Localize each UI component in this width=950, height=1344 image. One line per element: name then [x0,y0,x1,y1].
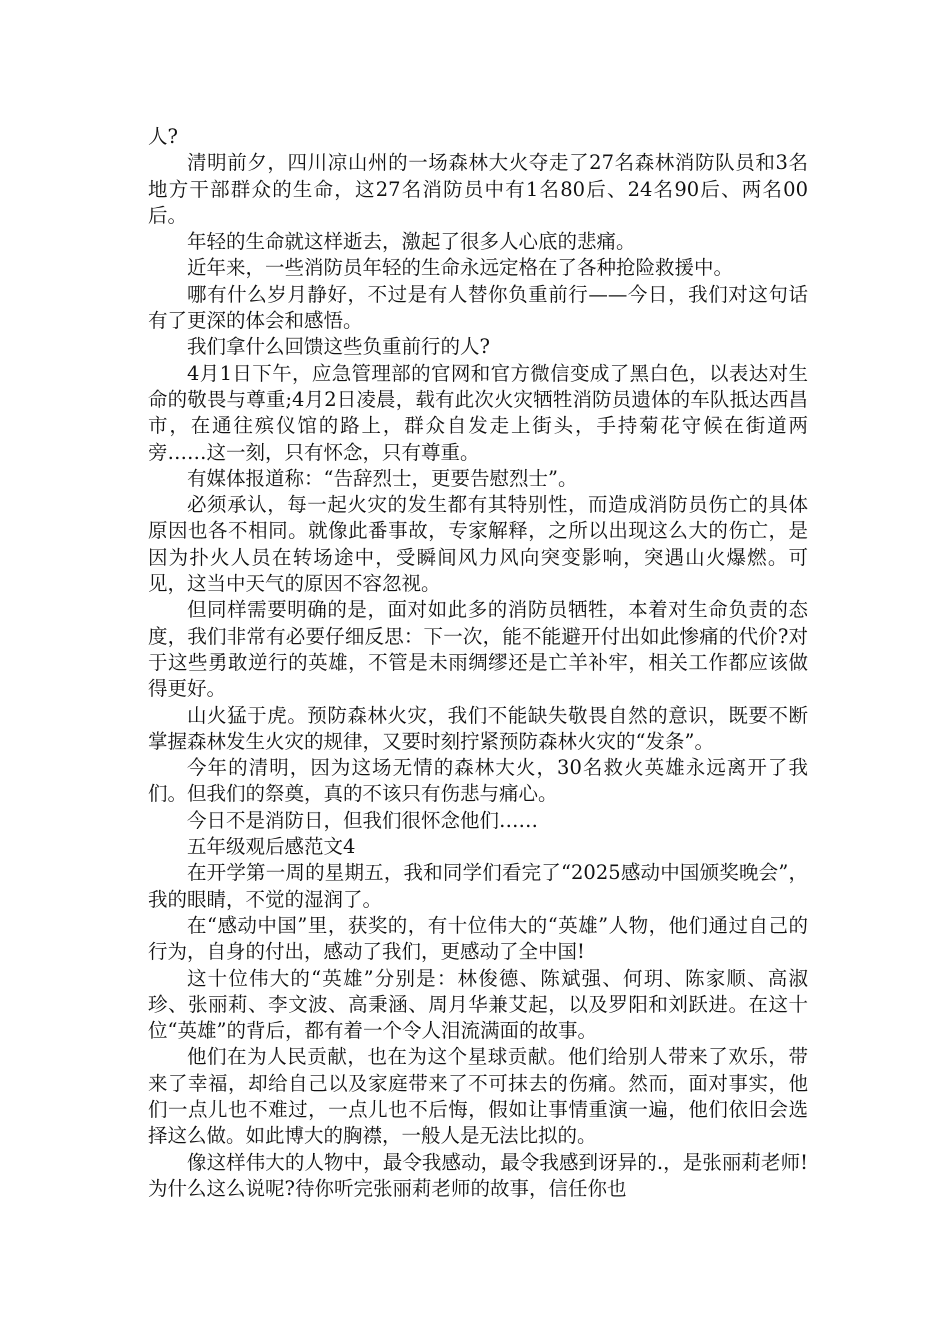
paragraph: 他们在为人民贡献，也在为这个星球贡献。他们给别人带来了欢乐，带来了幸福，却给自己以及家庭带来了不可抹去的伤痛。然而，面对事实，他们一点儿也不难过，一点儿也不后悔，假如让事情重演一遍，他们依旧会选择这么做。如此博大的胸襟，一般人是无法比拟的。 [148,1045,808,1148]
paragraph: 有媒体报道称：“告辞烈士，更要告慰烈士”。 [187,466,578,490]
paragraph: 这十位伟大的“英雄”分别是：林俊德、陈斌强、何玥、陈家顺、高淑珍、张丽莉、李文波、高秉涵、周月华兼艾起，以及罗阳和刘跃进。在这十位“英雄”的背后，都有着一个令人泪流满面的故事。 [148,966,808,1043]
section-heading: 五年级观后感范文4 [187,835,356,859]
paragraph: 像这样伟大的人物中，最令我感动，最令我感到讶异的.，是张丽莉老师!为什么这么说呢?待你听完张丽莉老师的故事，信任你也 [148,1150,808,1200]
paragraph: 近年来，一些消防员年轻的生命永远定格在了各种抢险救援中。 [187,256,734,280]
paragraph: 清明前夕，四川凉山州的一场森林大火夺走了27名森林消防队员和3名地方干部群众的生命，这27名消防员中有1名80后、24名90后、两名00后。 [148,151,808,227]
paragraph: 在“感动中国”里，获奖的，有十位伟大的“英雄”人物，他们通过自己的行为，自身的付出，感动了我们，更感动了全中国! [148,913,808,964]
paragraph: 必须承认，每一起火灾的发生都有其特别性，而造成消防员伤亡的具体原因也各不相同。就像此番事故，专家解释，之所以出现这么大的伤亡，是因为扑火人员在转场途中，受瞬间风力风向突变影响，突遇山火爆燃。可见，这当中天气的原因不容忽视。 [148,493,808,596]
paragraph: 哪有什么岁月静好，不过是有人替你负重前行——今日，我们对这句话有了更深的体会和感悟。 [148,282,808,333]
paragraph: 我们拿什么回馈这些负重前行的人? [187,335,490,359]
paragraph: 在开学第一周的星期五，我和同学们看完了“2025感动中国颁奖晚会”，我的眼睛，不觉的湿润了。 [148,861,808,911]
paragraph: 山火猛于虎。预防森林火灾，我们不能缺失敬畏自然的意识，既要不断掌握森林发生火灾的规律，又要时刻拧紧预防森林火灾的“发条”。 [148,703,808,753]
paragraph: 4月1日下午，应急管理部的官网和官方微信变成了黑白色，以表达对生命的敬畏与尊重;4月2日凌晨，载有此次火灾牺牲消防员遗体的车队抵达西昌市，在通往殡仪馆的路上，群众自发走上街头，手持菊花守候在街道两旁……这一刻，只有怀念，只有尊重。 [148,361,808,464]
paragraph: 但同样需要明确的是，面对如此多的消防员牺牲，本着对生命负责的态度，我们非常有必要仔细反思：下一次，能不能避开付出如此惨痛的代价?对于这些勇敢逆行的英雄，不管是未雨绸缪还是亡羊补牢，相关工作都应该做得更好。 [148,598,808,701]
paragraph: 今日不是消防日，但我们很怀念他们…… [187,808,539,832]
paragraph: 今年的清明，因为这场无情的森林大火，30名救火英雄永远离开了我们。但我们的祭奠，真的不该只有伤悲与痛心。 [148,756,808,806]
paragraph: 年轻的生命就这样逝去，激起了很多人心底的悲痛。 [187,230,636,254]
document-body [148,124,808,1202]
paragraph-continuation: 人? [148,125,178,148]
